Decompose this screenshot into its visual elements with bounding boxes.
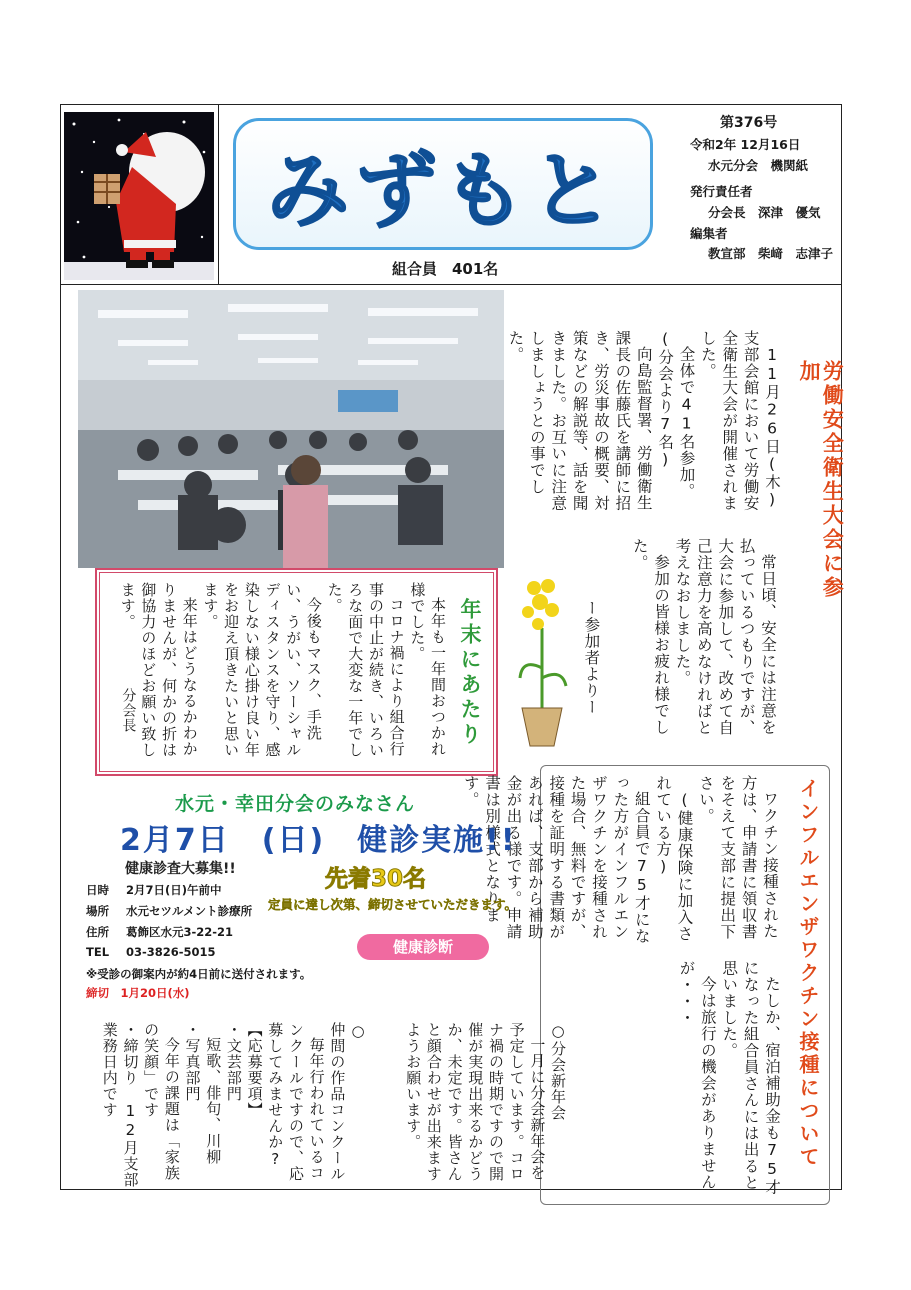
vaccine-para-1: ワクチン接種された方は、申請書に領収書をそえて支部に提出下さい。 (696, 775, 779, 940)
flower-icon (512, 568, 572, 748)
works-title: 仲間の作品コンクール (328, 1022, 347, 1182)
first-come-label: 先着30名 (325, 866, 427, 892)
new-year-heading: ○分会新年会 (549, 1022, 567, 1121)
year-end-signature: 分会長 (120, 688, 137, 733)
works-contest (88, 1022, 368, 1192)
masthead-title-box (233, 118, 653, 250)
vaccine-para-3: 組合員で75才になった方がインフルエンザワクチンを接種された場合、無料ですが、接種を証明する書類があれば、支部から補助金が出る様です。申請書は別様式となります。 (461, 775, 651, 944)
santa-icon (64, 112, 214, 280)
works-photo: ・写真部門 (183, 1022, 202, 1102)
new-year-party (378, 1022, 568, 1192)
checkup-title-2: 2月7日 (日) 健診実施!! (120, 823, 517, 858)
year-end-body (118, 582, 448, 767)
works-guidelines: 【応募要項】 (245, 1022, 264, 1118)
issue-info (690, 112, 840, 265)
masthead-title: みずもと (266, 143, 619, 239)
works-photo-detail: 今年の課題は「家族の笑顔」です (142, 1022, 181, 1181)
safety-para-3: 向島監督署、労働衛生課長の佐藤氏を講師に招き、労災事故の概要、対策などの解説等、話を聞きました。お互いに注意しましょうとの事でした。 (506, 330, 653, 512)
works-mark: ○ (349, 1022, 367, 1041)
safety-para-5: 参加の皆様お疲れ様でした。 (630, 538, 671, 735)
year-end-para-1: 本年も一年間おつかれ様でした。 (408, 582, 447, 757)
safety-para-2: 全体で41名参加。(分会より7名) (656, 330, 696, 499)
checkup-row-address: 住所 葛飾区水元3-22-21 (86, 925, 234, 939)
checkup-row-tel: TEL 03-3826-5015 (86, 945, 216, 959)
safety-para-1: 11月26日(木)支部会館において労働安全衛生大会が開催されました。 (698, 330, 781, 512)
safety-body (506, 330, 782, 520)
safety-heading: 労働安全衛生大会に参加 (797, 360, 845, 600)
safety-para-4: 常日頃、安全には注意を払っているつもりですが、大会に参加して、改めて自己注意力を高めなければと考えなおしました。 (673, 538, 777, 736)
masthead-divider (218, 104, 219, 284)
works-literature-detail: 短歌、俳句、川柳 (204, 1037, 223, 1165)
checkup-row-date: 日時 2月7日(日)午前中 (86, 883, 222, 897)
new-year-body: 一月に分会新年会を予定しています。コロナ禍の時期ですので開催が実現出来るかどうか、未定です。皆さんと顔合わせが出来ますようお願います。 (404, 1022, 547, 1182)
safety-signature: ー参加者よりー (582, 600, 601, 716)
works-deadline: ・締切り 12月支部業務日内です (100, 1022, 140, 1188)
masthead-rule (60, 284, 842, 285)
editor: 教宣部 柴﨑 志津子 (708, 246, 834, 262)
checkup-row-place: 場所 水元セツルメント診療所 (86, 904, 253, 918)
seminar-photo (78, 290, 504, 568)
vaccine-body (461, 775, 780, 955)
year-end-para-2: コロナ禍により組合行事の中止が続き、いろいろな面で大変な一年でした。 (325, 582, 406, 758)
editor-label: 編集者 (690, 225, 728, 241)
organization: 水元分会 機関紙 (708, 157, 809, 173)
member-count: 組合員 401名 (392, 260, 499, 278)
safety-body-2 (608, 538, 778, 738)
vaccine-para-5: 今は旅行の機会がありませんが・・・ (677, 960, 717, 1190)
checkup-note: ※受診の御案内が約4日前に送付されます。 (86, 967, 312, 981)
santa-illustration (64, 112, 214, 280)
checkup-title-1: 水元・幸田分会のみなさん (175, 793, 416, 815)
publisher-label: 発行責任者 (690, 184, 753, 200)
checkup-subtitle: 健康診査大募集!! (125, 861, 236, 877)
year-end-para-4: 来年はどうなるかわかりませんが、何かの折は御協力のほどお願い致します。 (118, 582, 199, 758)
checkup-deadline: 締切 1月20日(水) (86, 986, 190, 1000)
publisher: 分会長 深津 優気 (708, 204, 821, 220)
issue-number: 第376号 (720, 115, 778, 131)
issue-date: 令和2年 12月16日 (690, 137, 801, 153)
works-para-1: 毎年行われているコンクールですので、応募してみませんか? (266, 1022, 326, 1182)
works-literature: ・文芸部門 (224, 1022, 243, 1102)
health-checkup-badge: 健康診断 (357, 934, 489, 960)
year-end-heading: 年末にあたり (458, 598, 482, 748)
vaccine-body-2 (582, 960, 782, 1200)
vaccine-heading: インフルエンザワクチン接種について (796, 778, 820, 1169)
capacity-notice: 定員に達し次第、締切させていただきます。 (268, 897, 518, 912)
vaccine-para-2: (健康保険に加入されている方) (654, 775, 694, 942)
year-end-para-3: 今後もマスク、手洗い、うがい、ソーシャルディスタンスを守り、感染しない様心掛け良い年をお迎え頂きたいと思います。 (201, 582, 323, 758)
vaccine-para-4: たしか、宿泊補助金も75才になった組合員さんには出ると思いました。 (720, 960, 781, 1195)
